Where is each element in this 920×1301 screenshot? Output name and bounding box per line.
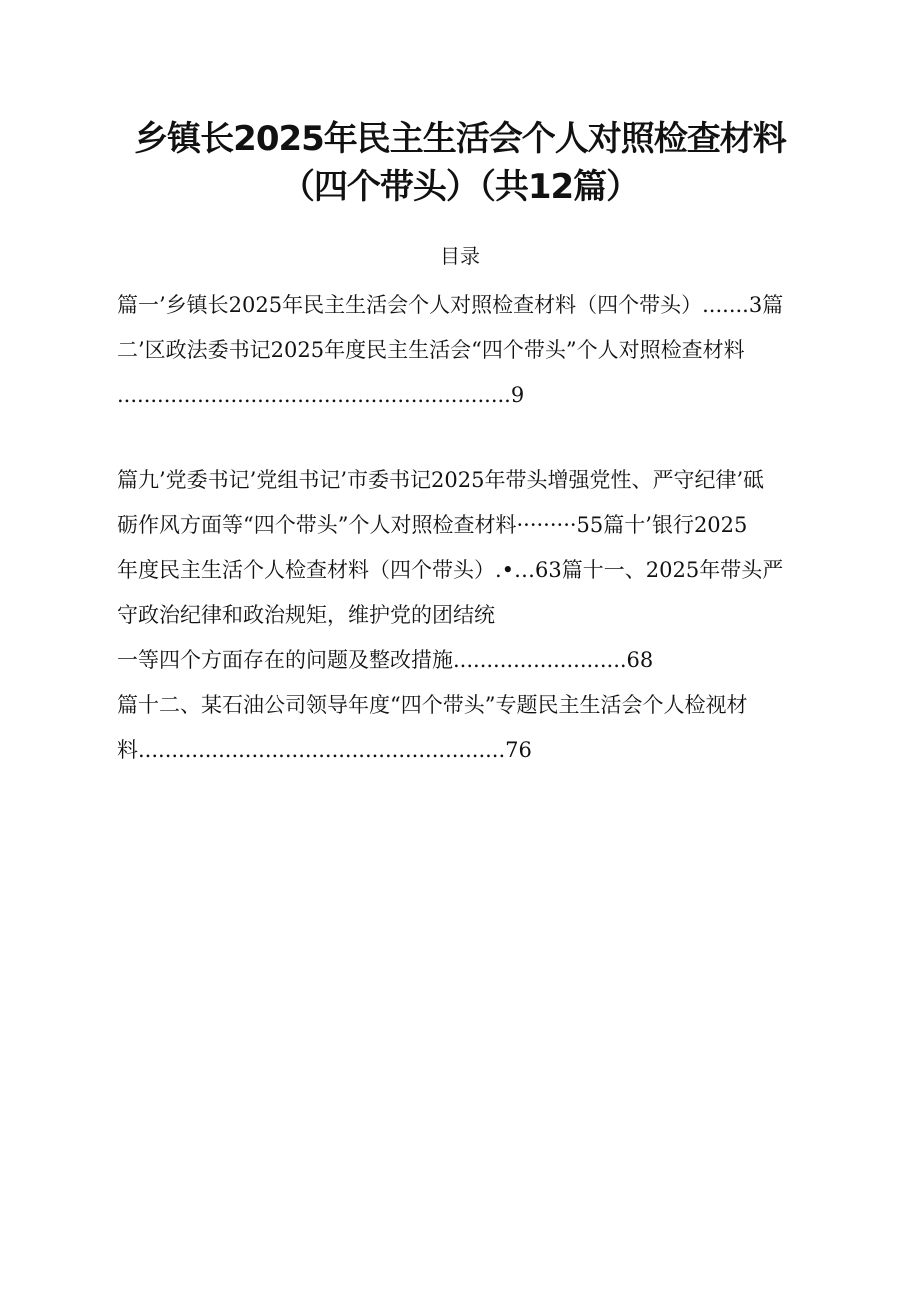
toc-line: 一等四个方面存在的问题及整改措施..........................68 [117, 648, 654, 672]
toc-line: 篇九’党委书记’党组书记’市委书记2025年带头增强党性、严守纪律’砥 [117, 468, 765, 492]
document-title-line-2: （四个带头）（共12篇） [280, 167, 640, 207]
toc-line: 料.......................................................76 [117, 738, 532, 762]
document-title-line-1: 乡镇长2025年民主生活会个人对照检查材料 [134, 119, 786, 159]
toc-line-dots: ...........................................................9 [117, 383, 525, 407]
toc-line: 守政治纪律和政治规矩，维护党的团结统 [117, 603, 495, 627]
toc-line: 篇十二、某石油公司领导年度“四个带头”专题民主生活会个人检视材 [117, 693, 748, 717]
toc-line: 砺作风方面等“四个带头”个人对照检查材料·········55篇十’银行2025 [117, 513, 748, 537]
toc-line: 年度民主生活个人检查材料（四个带头）.•…63篇十一、2025年带头严 [117, 558, 784, 582]
toc-heading: 目录 [440, 244, 480, 268]
toc-line: 二’区政法委书记2025年度民主生活会“四个带头”个人对照检查材料 [117, 338, 745, 362]
toc-line: 篇一’乡镇长2025年民主生活会个人对照检查材料（四个带头）.......3篇 [117, 293, 784, 317]
